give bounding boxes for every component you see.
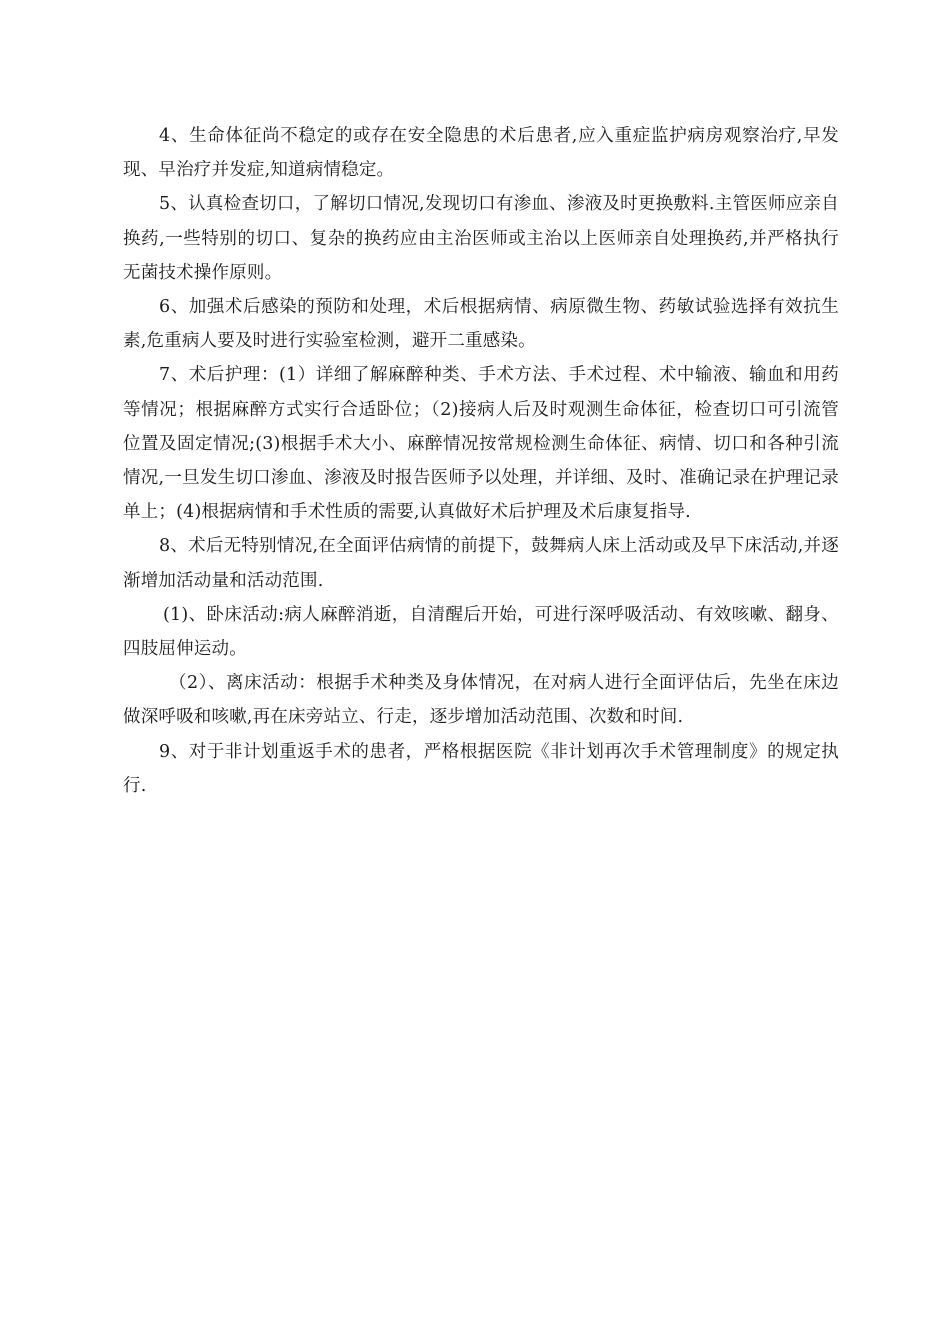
paragraph-item-8: 8、术后无特别情况,在全面评估病情的前提下，鼓舞病人床上活动或及早下床活动,并逐渐增加活动量和活动范围. bbox=[123, 536, 839, 591]
paragraph-item-7: 7、术后护理：(1）详细了解麻醉种类、手术方法、手术过程、术中输液、输血和用药等情况；根据麻醉方式实行合适卧位；（2)接病人后及时观测生命体征，检查切口可引流管位置及固定情况;(3)根据手术大小、麻醉情况按常规检测生命体征、病情、切口和各种引流情况,一旦发生切口渗血、渗液及时报告医师予以处理，并详细、及时、准确记录在护理记录单上；(4)根据病情和手术性质的需要,认真做好术后护理及术后康复指导. bbox=[123, 365, 839, 523]
paragraph-item-9: 9、对于非计划重返手术的患者，严格根据医院《非计划再次手术管理制度》的规定执行. bbox=[123, 741, 839, 796]
paragraph-item-5: 5、认真检查切口，了解切口情况,发现切口有渗血、渗液及时更换敷料.主管医师应亲自换药,一些特别的切口、复杂的换药应由主治医师或主治以上医师亲自处理换药,并严格执行无菌技术操作原则。 bbox=[123, 194, 839, 283]
paragraph-item-4: 4、生命体征尚不稳定的或存在安全隐患的术后患者,应入重症监护病房观察治疗,早发现、早治疗并发症,知道病情稳定。 bbox=[123, 126, 839, 181]
paragraph-item-8-sub-1: (1)、卧床活动:病人麻醉消逝，自清醒后开始，可进行深呼吸活动、有效咳嗽、翻身、四肢屈伸运动。 bbox=[123, 604, 839, 660]
paragraph-item-6: 6、加强术后感染的预防和处理，术后根据病情、病原微生物、药敏试验选择有效抗生素,危重病人要及时进行实验室检测，避开二重感染。 bbox=[123, 297, 839, 352]
document-body bbox=[123, 119, 839, 803]
paragraph-item-8-sub-2: （2）、离床活动：根据手术种类及身体情况，在对病人进行全面评估后，先坐在床边做深呼吸和咳嗽,再在床旁站立、行走，逐步增加活动范围、次数和时间. bbox=[123, 673, 839, 728]
